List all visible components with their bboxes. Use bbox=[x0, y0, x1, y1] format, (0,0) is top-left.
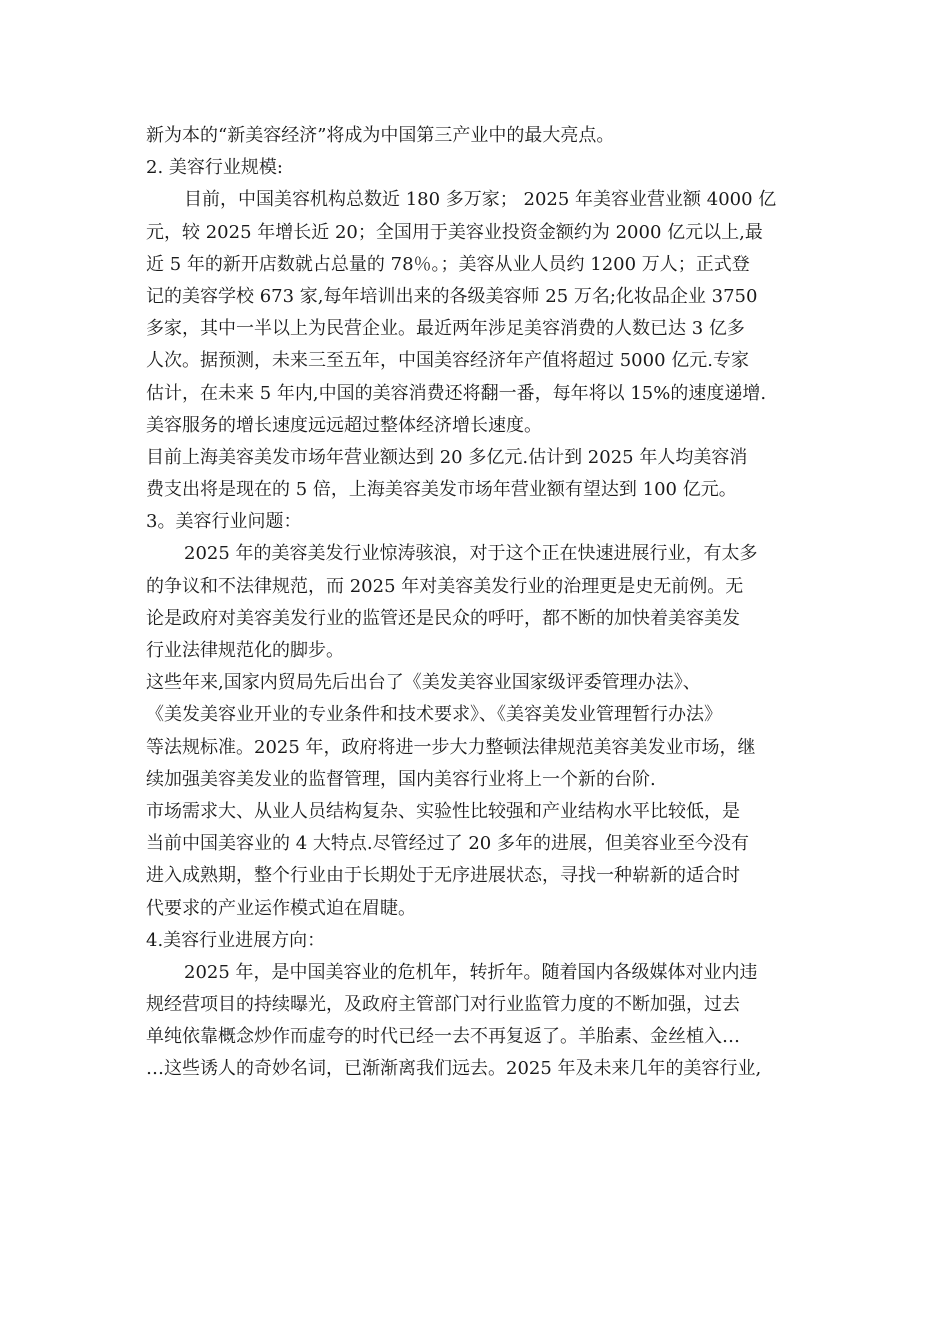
text-line: 当前中国美容业的 4 大特点.尽管经过了 20 多年的进展，但美容业至今没有 bbox=[146, 833, 749, 855]
text-line: 2025 年的美容美发行业惊涛骇浪，对于这个正在快速进展行业，有太多 bbox=[184, 543, 758, 565]
text-line: 续加强美容美发业的监督管理，国内美容行业将上一个新的台阶. bbox=[146, 768, 656, 790]
text-line: 新为本的“新美容经济”将成为中国第三产业中的最大亮点。 bbox=[146, 125, 615, 146]
text-line: 2025 年，是中国美容业的危机年，转折年。随着国内各级媒体对业内违 bbox=[184, 961, 758, 983]
text-line: 记的美容学校 673 家,每年培训出来的各级美容师 25 万名;化妆品企业 3750 bbox=[146, 285, 758, 307]
text-line: 这些年来,国家内贸局先后出台了《美发美容业国家级评委管理办法》、 bbox=[146, 672, 701, 694]
text-line: 近 5 年的新开店数就占总量的 78％。；美容从业人员约 1200 万人；正式登 bbox=[146, 253, 750, 275]
text-line: 3。美容行业问题： bbox=[146, 511, 302, 533]
text-line: 4.美容行业进展方向： bbox=[146, 929, 326, 951]
text-line: 元，较 2025 年增长近 20；全国用于美容业投资金额约为 2000 亿元以上,最 bbox=[146, 221, 763, 243]
text-line: 多家，其中一半以上为民营企业。最近两年涉足美容消费的人数已达 3 亿多 bbox=[146, 318, 745, 340]
text-line: 规经营项目的持续曝光，及政府主管部门对行业监管力度的不断加强，过去 bbox=[146, 994, 740, 1016]
text-line: 估计，在未来 5 年内,中国的美容消费还将翻一番，每年将以 15%的速度递增. bbox=[146, 382, 767, 404]
text-line: 《美发美容业开业的专业条件和技术要求》、《美容美发业管理暂行办法》 bbox=[146, 704, 722, 726]
document-body bbox=[146, 120, 816, 1086]
text-line: 单纯依靠概念炒作而虚夸的时代已经一去不再复返了。羊胎素、金丝植入… bbox=[146, 1026, 740, 1048]
text-line: 的争议和不法律规范，而 2025 年对美容美发行业的治理更是史无前例。无 bbox=[146, 575, 744, 597]
text-line: 代要求的产业运作模式迫在眉睫。 bbox=[146, 897, 416, 919]
text-line: 行业法律规范化的脚步。 bbox=[146, 640, 344, 661]
text-line: 市场需求大、从业人员结构复杂、实验性比较强和产业结构水平比较低，是 bbox=[146, 800, 740, 822]
text-line: …这些诱人的奇妙名词，已渐渐离我们远去。2025 年及未来几年的美容行业, bbox=[146, 1058, 762, 1080]
text-line: 目前上海美容美发市场年营业额达到 20 多亿元.估计到 2025 年人均美容消 bbox=[146, 446, 748, 468]
text-line: 论是政府对美容美发行业的监管还是民众的呼吁，都不断的加快着美容美发 bbox=[146, 607, 740, 629]
text-line: 人次。据预测，未来三至五年，中国美容经济年产值将超过 5000 亿元.专家 bbox=[146, 350, 749, 372]
text-line: 2. 美容行业规模: bbox=[146, 157, 283, 179]
text-line: 等法规标准。2025 年，政府将进一步大力整顿法律规范美容美发业市场，继 bbox=[146, 736, 756, 758]
text-line: 费支出将是现在的 5 倍，上海美容美发市场年营业额有望达到 100 亿元。 bbox=[146, 479, 737, 501]
text-line: 美容服务的增长速度远远超过整体经济增长速度。 bbox=[146, 414, 542, 436]
text-line: 进入成熟期，整个行业由于长期处于无序进展状态，寻找一种崭新的适合时 bbox=[146, 865, 740, 887]
text-line: 目前，中国美容机构总数近 180 多万家； 2025 年美容业营业额 4000 亿 bbox=[184, 189, 777, 211]
